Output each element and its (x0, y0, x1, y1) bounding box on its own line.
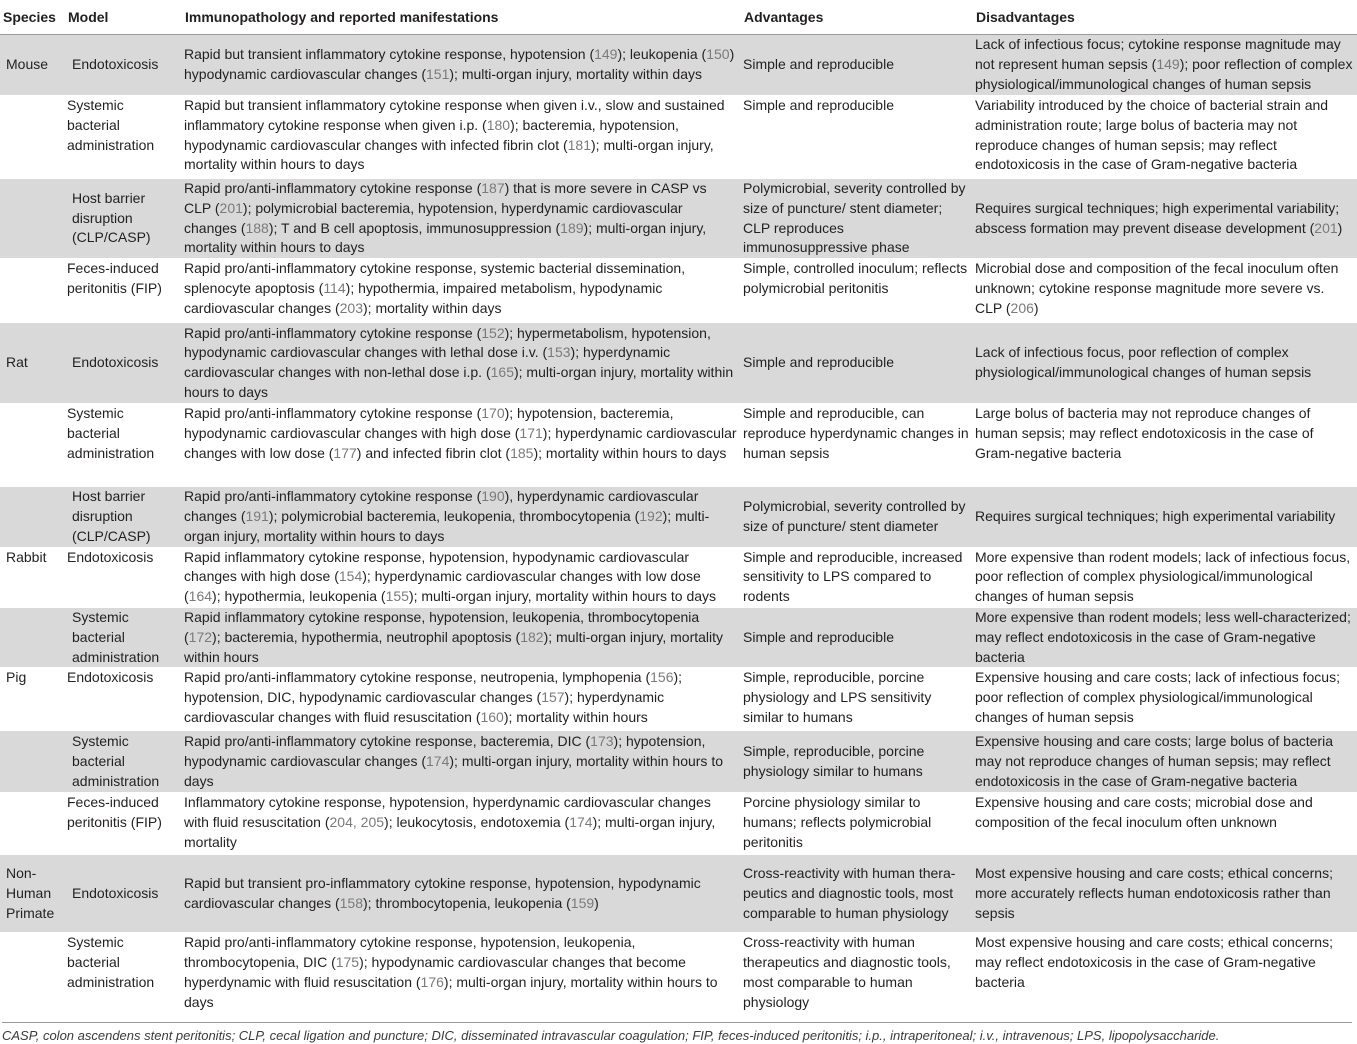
species-cell (0, 259, 65, 323)
model-cell: Endotoxicosis (65, 35, 182, 96)
advantages-cell: Simple and reproducible (741, 607, 973, 667)
citation-ref: 187 (481, 180, 505, 196)
citation-ref: 191 (245, 507, 269, 524)
table-header (0, 0, 1357, 35)
citation-ref: 190 (481, 488, 505, 505)
model-cell: Systemic bacterial administration (65, 731, 182, 793)
immunopathology-cell: Rapid pro/anti-inflammatory cytokine response, systemic bacterial dissemination, splenocyte apoptosis (114); hypothermia, impaired metabolism, hypodynamic cardiovascular changes (203); mortality within days (182, 259, 741, 323)
immunopathology-cell: Rapid but transient inflammatory cytokine response, hypotension (149); leukopenia (150) hypodynamic cardiovascular changes (151); multi-organ injury, mortality within days (182, 35, 741, 96)
citation-ref: 164 (188, 588, 213, 605)
header-immunopathology: Immunopathology and reported manifestations (182, 0, 741, 35)
model-cell: Systemic bacterial administration (65, 607, 182, 667)
table-row (0, 179, 1357, 259)
disadvantages-cell: More expensive than rodent models; less well-characterized; may reflect endotoxicosis in the case of Gram-negative bacteria (973, 607, 1357, 667)
species-cell (0, 404, 65, 487)
table-row (0, 793, 1357, 855)
citation-ref: 174 (569, 814, 593, 831)
citation-ref: 172 (188, 628, 213, 645)
header-advantages: Advantages (741, 0, 973, 35)
model-cell: Endotoxicosis (65, 668, 182, 731)
disadvantages-cell: Most expensive housing and care costs; ethical concerns; may reflect endotoxicosis in the case of Gram-negative bacteria (973, 933, 1357, 1026)
citation-ref: 160 (480, 708, 504, 725)
immunopathology-cell: Rapid inflammatory cytokine response, hypotension, hypodynamic cardiovascular changes with high dose (154); hyperdynamic cardiovascular changes with low dose (164); hypothermia, leukopenia (155); multi-organ injury, mortality within hours to days (182, 547, 741, 607)
header-row (0, 0, 1357, 35)
citation-ref: 180 (486, 116, 511, 133)
disadvantages-cell: Lack of infectious focus, poor reflection of complex physiological/immunological changes of human sepsis (973, 323, 1357, 404)
model-cell: Feces-induced peritonitis (FIP) (65, 793, 182, 855)
model-cell: Endotoxicosis (65, 323, 182, 404)
species-cell (0, 731, 65, 793)
immunopathology-cell: Rapid but transient pro-inflammatory cytokine response, hypotension, hypodynamic cardiovascular changes (158); thrombocytopenia, leukopenia (159) (182, 855, 741, 933)
table-row (0, 607, 1357, 667)
citation-ref: 157 (541, 689, 565, 706)
disadvantages-cell: Expensive housing and care costs; large bolus of bacteria may not reproduce changes of human sepsis; may reflect endotoxicosis in the case of Gram-negative bacteria (973, 731, 1357, 793)
citation-ref: 182 (520, 628, 544, 645)
citation-ref: 171 (519, 424, 543, 441)
species-cell: Non-Human Primate (0, 855, 65, 933)
citation-ref: 156 (650, 669, 674, 686)
table-footnote: CASP, colon ascendens stent peritonitis; CLP, cecal ligation and puncture; DIC, disseminated intravascular coagulation; FIP, feces-induced peritonitis; i.p., intraperitoneal; i.v., intravenous; LPS, lipopolysaccharide. (2, 1022, 1352, 1043)
immunopathology-cell: Inflammatory cytokine response, hypotension, hyperdynamic cardiovascular changes with fluid resuscitation (204, 205); leukocytosis, endotoxemia (174); multi-organ injury, mortality (182, 793, 741, 855)
citation-ref: 114 (323, 279, 346, 296)
advantages-cell: Polymicrobial, severity controlled by size of puncture/ stent diameter; CLP reproduces immunosuppressive phase (741, 179, 973, 259)
citation-ref: 189 (560, 219, 584, 236)
species-cell (0, 933, 65, 1026)
model-cell: Systemic bacterial administration (65, 404, 182, 487)
table-row (0, 731, 1357, 793)
species-cell (0, 793, 65, 855)
header-model: Model (65, 0, 182, 35)
immunopathology-cell: Rapid pro/anti-inflammatory cytokine response (170); hypotension, bacteremia, hypodynamic cardiovascular changes with high dose (171); hyperdynamic cardiovascular changes with low dose (177) and infected fibrin clot (185); mortality within hours to days (182, 404, 741, 487)
citation-ref: 188 (245, 219, 269, 236)
citation-ref: 159 (570, 894, 595, 911)
disadvantages-cell: Lack of infectious focus; cytokine response magnitude may not represent human sepsis (149); poor reflection of complex physiological/immunological changes of human sepsis (973, 35, 1357, 96)
citation-ref: 176 (420, 973, 444, 990)
table-row (0, 259, 1357, 323)
species-cell (0, 96, 65, 179)
species-cell: Mouse (0, 35, 65, 96)
table-row (0, 35, 1357, 96)
disadvantages-cell: More expensive than rodent models; lack of infectious focus, poor reflection of complex physiological/immunological changes of human sepsis (973, 547, 1357, 607)
citation-ref: 152 (481, 324, 505, 341)
citation-ref: 150 (706, 46, 730, 63)
table-row (0, 933, 1357, 1026)
disadvantages-cell: Expensive housing and care costs; microbial dose and composition of the fecal inoculum often unknown (973, 793, 1357, 855)
advantages-cell: Simple, controlled inoculum; reflects polymicrobial peritonitis (741, 259, 973, 323)
immunopathology-cell: Rapid pro/anti-inflammatory cytokine response (190), hyperdynamic cardiovascular changes (191); polymicrobial bacteremia, leukopenia, thrombocytopenia (192); multi-organ injury, mortality within hours to days (182, 487, 741, 547)
immunopathology-cell: Rapid pro/anti-inflammatory cytokine response, bacteremia, DIC (173); hypotension, hypodynamic cardiovascular changes (174); multi-organ injury, mortality within hours to days (182, 731, 741, 793)
citation-ref: 154 (338, 568, 363, 585)
immunopathology-cell: Rapid inflammatory cytokine response, hypotension, leukopenia, thrombocytopenia (172); bacteremia, hypothermia, neutrophil apoptosis (182); multi-organ injury, mortality within hours (182, 607, 741, 667)
table-row (0, 404, 1357, 487)
citation-ref: 175 (335, 954, 360, 971)
citation-ref: 149 (594, 46, 618, 63)
citation-ref: 170 (481, 405, 505, 422)
table-body (0, 35, 1357, 1026)
disadvantages-cell: Large bolus of bacteria may not reproduce changes of human sepsis; may reflect endotoxicosis in the case of Gram-negative bacteria (973, 404, 1357, 487)
citation-ref: 158 (339, 894, 363, 911)
disadvantages-cell: Variability introduced by the choice of bacterial strain and administration route; large bolus of bacteria may not reproduce changes of human sepsis; may reflect endotoxicosis in the case of Gram-negative bacteria (973, 96, 1357, 179)
advantages-cell: Simple and reproducible (741, 35, 973, 96)
species-cell: Rabbit (0, 547, 65, 607)
table-row (0, 487, 1357, 547)
citation-ref: 149 (1156, 56, 1180, 73)
citation-ref: 153 (547, 344, 571, 361)
disadvantages-cell: Requires surgical techniques; high experimental variability (973, 487, 1357, 547)
immunopathology-cell: Rapid pro/anti-inflammatory cytokine response, hypotension, leukopenia, thrombocytopenia, DIC (175); hypodynamic cardiovascular changes that become hyperdynamic with fluid resuscitation (176); multi-organ injury, mortality within hours to days (182, 933, 741, 1026)
table-row (0, 668, 1357, 731)
advantages-cell: Simple, reproducible, porcine physiology similar to humans (741, 731, 973, 793)
table-row (0, 96, 1357, 179)
header-species: Species (0, 0, 65, 35)
disadvantages-cell: Microbial dose and composition of the fecal inoculum often unknown; cytokine response magnitude more severe vs. CLP (206) (973, 259, 1357, 323)
advantages-cell: Simple and reproducible, increased sensitivity to LPS compared to rodents (741, 547, 973, 607)
table-row (0, 323, 1357, 404)
advantages-cell: Simple and reproducible (741, 96, 973, 179)
model-cell: Endotoxicosis (65, 547, 182, 607)
citation-ref: 181 (567, 136, 591, 153)
citation-ref: 201 (219, 199, 243, 216)
citation-ref: 177 (333, 444, 357, 461)
model-cell: Host barrier disruption (CLP/CASP) (65, 487, 182, 547)
disadvantages-cell: Requires surgical techniques; high experimental variability; abscess formation may prevent disease development (201) (973, 179, 1357, 259)
citation-ref: 201 (1314, 219, 1338, 236)
advantages-cell: Simple and reproducible, can reproduce hyperdynamic changes in human sepsis (741, 404, 973, 487)
advantages-cell: Polymicrobial, severity controlled by size of puncture/ stent diameter (741, 487, 973, 547)
citation-ref: 192 (639, 507, 663, 524)
model-cell: Host barrier disruption (CLP/CASP) (65, 179, 182, 259)
model-cell: Endotoxicosis (65, 855, 182, 933)
header-disadvantages: Disadvantages (973, 0, 1357, 35)
advantages-cell: Simple, reproducible, porcine physiology and LPS sensitivity similar to humans (741, 668, 973, 731)
citation-ref: 185 (510, 444, 534, 461)
immunopathology-cell: Rapid but transient inflammatory cytokine response when given i.v., slow and sustained inflammatory cytokine response when given i.p. (180); bacteremia, hypotension, hypodynamic cardiovascular changes with infected fibrin clot (181); multi-organ injury, mortality within hours to days (182, 96, 741, 179)
immunopathology-cell: Rapid pro/anti-inflammatory cytokine response (152); hypermetabolism, hypotension, hypodynamic cardiovascular changes with lethal dose i.v. (153); hyperdynamic cardiovascular changes with non-lethal dose i.p. (165); multi-organ injury, mortality within hours to days (182, 323, 741, 404)
advantages-cell: Porcine physiology similar to humans; reflects polymicrobial peritonitis (741, 793, 973, 855)
species-cell (0, 607, 65, 667)
citation-ref: 204, 205 (329, 814, 385, 831)
disadvantages-cell: Expensive housing and care costs; lack of infectious focus; poor reflection of complex physiological/immunological changes of human sepsis (973, 668, 1357, 731)
species-cell (0, 487, 65, 547)
citation-ref: 155 (385, 588, 409, 605)
disadvantages-cell: Most expensive housing and care costs; ethical concerns; more accurately reflects human endotoxicosis rather than sepsis (973, 855, 1357, 933)
model-cell: Systemic bacterial administration (65, 933, 182, 1026)
citation-ref: 173 (590, 733, 614, 750)
model-cell: Systemic bacterial administration (65, 96, 182, 179)
advantages-cell: Simple and reproducible (741, 323, 973, 404)
table-row (0, 547, 1357, 607)
model-cell: Feces-induced peritonitis (FIP) (65, 259, 182, 323)
species-cell: Rat (0, 323, 65, 404)
citation-ref: 165 (490, 364, 514, 381)
immunopathology-cell: Rapid pro/anti-inflammatory cytokine response, neutropenia, lymphopenia (156); hypotension, DIC, hypodynamic cardiovascular changes (157); hyperdynamic cardiovascular changes with fluid resuscitation (160); mortality within hours (182, 668, 741, 731)
species-cell (0, 179, 65, 259)
citation-ref: 151 (426, 66, 450, 82)
advantages-cell: Cross-reactivity with human thera-peutics and diagnostic tools, most comparable to human physiology (741, 855, 973, 933)
immunopathology-cell: Rapid pro/anti-inflammatory cytokine response (187) that is more severe in CASP vs CLP (201); polymicrobial bacteremia, hypotension, hyperdynamic cardiovascular changes (188); T and B cell apoptosis, immunosuppression (189); multi-organ injury, mortality within hours to days (182, 179, 741, 259)
species-cell: Pig (0, 668, 65, 731)
citation-ref: 206 (1010, 299, 1034, 316)
citation-ref: 203 (339, 299, 363, 316)
citation-ref: 174 (426, 752, 450, 769)
table-row (0, 855, 1357, 933)
advantages-cell: Cross-reactivity with human therapeutics and diagnostic tools, most comparable to human physiology (741, 933, 973, 1026)
